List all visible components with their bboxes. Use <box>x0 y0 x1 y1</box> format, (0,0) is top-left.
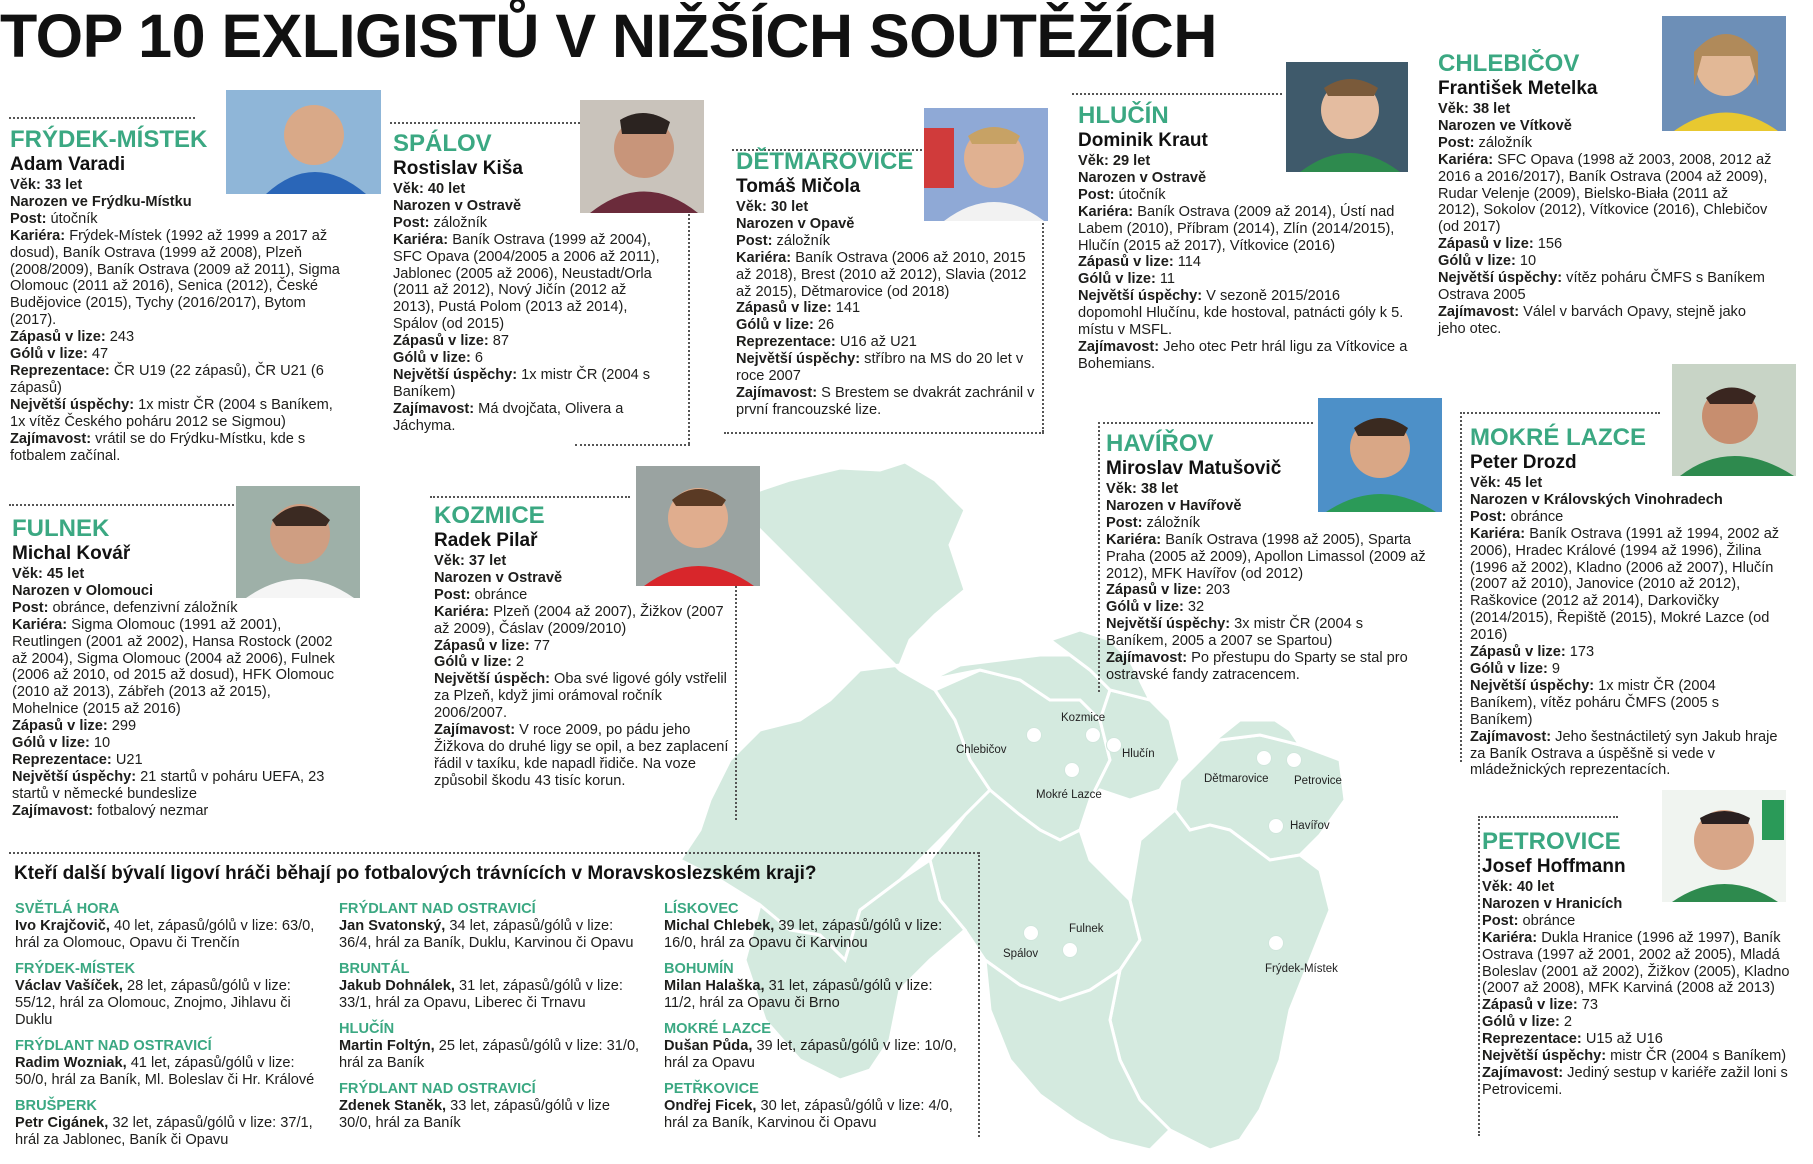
divider-line <box>1042 192 1044 432</box>
card-field: Největší úspěchy: stříbro na MS do 20 let v roce 2007 <box>736 351 1024 385</box>
card-field: Post: útočník <box>10 210 98 227</box>
card-field: Post: obránce <box>434 586 528 603</box>
other-player: Martin Foltýn, 25 let, zápasů/gólů v lize: 31/0, hrál za Baník <box>339 1038 640 1071</box>
card-player-name: Peter Drozd <box>1470 452 1577 473</box>
other-club: MOKRÉ LAZCE <box>664 1021 772 1037</box>
other-club: BRUŠPERK <box>15 1098 97 1114</box>
card-age: Věk: 33 let <box>10 177 83 193</box>
card-field: Největší úspěchy: 1x mistr ČR (2004 Baníkem), vítěz poháru ČMFS (2005 s Baníkem) <box>1470 677 1720 728</box>
card-town: FRÝDEK-MÍSTEK <box>10 126 208 153</box>
card-age: Věk: 40 let <box>393 181 466 197</box>
card-field: Post: záložník <box>1106 514 1201 531</box>
map-label-spalov: Spálov <box>1003 948 1039 960</box>
other-club: FRÝDLANT NAD OSTRAVICÍ <box>339 901 536 917</box>
card-player-name: Dominik Kraut <box>1078 130 1208 151</box>
card-town: PETROVICE <box>1482 828 1621 855</box>
player-card-hlucin <box>1078 100 1408 373</box>
card-town: DĚTMAROVICE <box>736 148 914 175</box>
card-born: Narozen v Olomouci <box>12 582 154 599</box>
card-field: Zápasů v lize: 173 <box>1470 644 1595 661</box>
card-field: Největší úspěchy: 1x mistr ČR (2004 s Baníkem) <box>393 366 651 400</box>
map-district-frydek <box>1110 810 1330 1150</box>
card-born: Narozen v Opavě <box>736 215 855 232</box>
divider-line <box>724 432 1044 434</box>
divider-line <box>1072 93 1282 95</box>
map-label-kozmice: Kozmice <box>1061 712 1106 724</box>
card-player-name: Miroslav Matušovič <box>1106 458 1282 479</box>
card-field: Největší úspěch: Oba své ligové góly vstřelil za Plzeň, když jimi orámoval ročník 2006/2007. <box>434 671 727 722</box>
card-town: CHLEBIČOV <box>1438 50 1580 77</box>
other-club: FRÝDLANT NAD OSTRAVICÍ <box>339 1081 536 1097</box>
card-player-name: Adam Varadi <box>10 154 126 175</box>
card-field: Největší úspěchy: mistr ČR (2004 s Baníkem) <box>1482 1048 1787 1065</box>
card-age: Věk: 37 let <box>434 553 507 569</box>
card-field: Kariéra: Frýdek-Místek (1992 až 1999 a 2017 až dosud), Baník Ostrava (1999 až 2008), Plzeň (2008/2009), Baník Ostrava (2009 až 2011), Sigma Olomouc (2011 až 2016), Senica (2012), České Budějovice (2015), Tychy (2016/2017), Bytom (2017). <box>10 227 340 329</box>
card-town: KOZMICE <box>434 502 545 529</box>
other-player: Dušan Půda, 39 let, zápasů/gólů v lize: 10/0, hrál za Opavu <box>664 1038 957 1071</box>
card-player-name: Rostislav Kiša <box>393 158 523 179</box>
other-player: Jan Svatonský, 34 let, zápasů/gólů v lize: 36/4, hrál za Baník, Duklu, Karvinou či Opavu <box>339 918 634 951</box>
player-card-havirov <box>1106 428 1428 684</box>
map-label-fulnek: Fulnek <box>1069 923 1104 935</box>
card-field: Zápasů v lize: 87 <box>393 333 509 350</box>
other-club: HLUČÍN <box>339 1021 395 1037</box>
map-label-chlebicov: Chlebičov <box>956 744 1007 756</box>
player-card-frydek-mistek <box>10 124 350 464</box>
map-label-hlucin: Hlučín <box>1122 748 1155 760</box>
card-field: Gólů v lize: 26 <box>736 317 835 334</box>
card-field: Gólů v lize: 9 <box>1470 660 1561 677</box>
card-age: Věk: 38 let <box>1438 101 1511 117</box>
map-dot-fulnek <box>1062 942 1078 958</box>
card-town: MOKRÉ LAZCE <box>1470 424 1646 451</box>
divider-line <box>1460 412 1660 414</box>
card-player-name: Tomáš Mičola <box>736 176 861 197</box>
page-title: TOP 10 EXLIGISTŮ V NIŽŠÍCH SOUTĚŽÍCH <box>0 2 1217 70</box>
card-field: Zajímavost: Jeho otec Petr hrál ligu za Vítkovice a Bohemians. <box>1078 338 1408 372</box>
card-town: FULNEK <box>12 515 110 542</box>
other-player: Radim Wozniak, 41 let, zápasů/gólů v lize: 50/0, hrál za Baník, Ml. Boleslav či Hr. Králové <box>15 1055 315 1088</box>
card-player-name: Josef Hoffmann <box>1482 856 1626 877</box>
divider-line <box>575 444 690 446</box>
card-field: Reprezentace: U15 až U16 <box>1482 1031 1663 1048</box>
other-club: SVĚTLÁ HORA <box>15 901 120 917</box>
divider-line <box>1098 422 1313 424</box>
card-field: Zápasů v lize: 243 <box>10 329 135 346</box>
card-age: Věk: 38 let <box>1106 481 1179 497</box>
card-field: Zajímavost: Jediný sestup v kariéře zažil loni s Petrovicemi. <box>1482 1064 1788 1098</box>
map-label-frydek-mistek: Frýdek-Místek <box>1265 963 1338 975</box>
card-field: Kariéra: Baník Ostrava (1991 až 1994, 2002 až 2006), Hradec Králové (1994 až 1996), Žilina (1996 až 2002), Kladno (2006 až 2007), Hlučín (2007 až 2010), Janovice (2010 až 2012), Raškovice (2012 až 2014), Darkovičky (2014/2015), Řepiště (2015), Mokré Lazce (od 2016) <box>1470 525 1780 644</box>
card-field: Kariéra: Sigma Olomouc (1991 až 2001), Reutlingen (2001 až 2002), Hansa Rostock (2002 až 2004), Sigma Olomouc (2004 až 2006), Fulnek (2006 až 2010, od 2015 až dosud), HFK Olomouc (2010 až 2013), Zábřeh (2013 až 2015), Mohelnice (2015 až 2016) <box>12 616 335 718</box>
divider-line <box>430 496 630 498</box>
other-players-column <box>339 900 644 1132</box>
other-club: LÍSKOVEC <box>664 901 739 917</box>
divider-line <box>1478 816 1618 818</box>
player-card-chlebicov <box>1438 48 1773 338</box>
card-age: Věk: 40 let <box>1482 879 1555 895</box>
divider-line <box>735 555 737 820</box>
other-player: Jakub Dohnálek, 31 let, zápasů/gólů v lize: 33/1, hrál za Opavu, Liberec či Trnavu <box>339 978 623 1011</box>
divider-line <box>1098 422 1100 692</box>
player-card-kozmice <box>434 500 729 790</box>
divider-line <box>390 122 580 124</box>
card-player-name: Radek Pilař <box>434 530 538 551</box>
card-field: Zápasů v lize: 156 <box>1438 236 1563 253</box>
card-field: Gólů v lize: 2 <box>1482 1014 1573 1031</box>
divider-line <box>978 852 980 1137</box>
other-club: PETŘKOVICE <box>664 1081 759 1097</box>
card-field: Zajímavost: V roce 2009, po pádu jeho Žižkova do druhé ligy se opil, a bez zaplacení řádil v taxíku, kde napadl řidiče. Na voze způsobil škodu 43 tisíc korun. <box>434 722 729 789</box>
other-club: BOHUMÍN <box>664 961 734 977</box>
card-field: Post: záložník <box>393 214 488 231</box>
card-field: Kariéra: Dukla Hranice (1996 až 1997), Baník Ostrava (1997 až 2001, 2002 až 2005), Mladá Boleslav (2001 až 2002), Žižkov (2005), Kladno (2007 až 2008), MFK Karviná (2008 až 2013) <box>1482 929 1790 997</box>
card-town: SPÁLOV <box>393 130 492 157</box>
card-field: Reprezentace: ČR U19 (22 zápasů), ČR U21 (6 zápasů) <box>10 362 324 396</box>
other-club: FRÝDLANT NAD OSTRAVICÍ <box>15 1038 212 1054</box>
card-field: Reprezentace: U16 až U21 <box>736 334 917 351</box>
card-born: Narozen ve Vítkově <box>1438 117 1572 134</box>
other-player: Petr Cigánek, 32 let, zápasů/gólů v lize: 37/1, hrál za Jablonec, Baník či Opavu <box>15 1115 313 1148</box>
other-players-column <box>664 900 964 1132</box>
divider-line <box>9 504 234 506</box>
card-field: Zajímavost: Jeho šestnáctiletý syn Jakub hraje za Baník Ostrava a úspěšně si vede v mládežnických reprezentacích. <box>1470 728 1778 779</box>
card-field: Zápasů v lize: 73 <box>1482 997 1598 1014</box>
card-born: Narozen v Ostravě <box>393 197 522 214</box>
card-field: Největší úspěchy: 21 startů v poháru UEFA, 23 startů v německé bundeslize <box>12 768 325 802</box>
card-field: Zajímavost: Válel v barvách Opavy, stejně jako jeho otec. <box>1438 303 1746 337</box>
divider-line <box>1460 412 1462 762</box>
card-field: Zápasů v lize: 77 <box>434 637 550 654</box>
card-field: Gólů v lize: 6 <box>393 350 484 367</box>
card-field: Největší úspěchy: V sezoně 2015/2016 dopomohl Hlučínu, kde hostoval, patnácti góly k 5. místu v MSFL. <box>1078 288 1404 339</box>
map-dot-havirov <box>1268 818 1284 834</box>
card-age: Věk: 29 let <box>1078 153 1151 169</box>
divider-line <box>1478 816 1480 1136</box>
card-town: HAVÍŘOV <box>1106 430 1214 457</box>
card-field: Zajímavost: Po přestupu do Sparty se stal pro ostravské fandy zatracencem. <box>1106 650 1408 683</box>
other-player: Zdenek Staněk, 33 let, zápasů/gólů v lize 30/0, hrál za Baník <box>339 1098 610 1131</box>
player-card-fulnek <box>12 513 337 820</box>
card-field: Největší úspěchy: 1x mistr ČR (2004 s Baníkem, 1x vítěz Českého poháru 2012 se Sigmou) <box>10 396 333 430</box>
card-born: Narozen v Královských Vinohradech <box>1470 491 1723 508</box>
card-field: Post: útočník <box>1078 186 1166 203</box>
other-player: Milan Halaška, 31 let, zápasů/gólů v lize: 11/2, hrál za Opavu či Brno <box>664 978 933 1011</box>
card-field: Gólů v lize: 11 <box>1078 271 1176 288</box>
other-player: Václav Vašíček, 28 let, zápasů/gólů v lize: 55/12, hrál za Olomouc, Znojmo, Jihlavu či Duklu <box>15 978 291 1028</box>
card-player-name: František Metelka <box>1438 78 1598 99</box>
other-club: BRUNTÁL <box>339 961 410 977</box>
other-players-column <box>15 900 320 1149</box>
map-dot-petrovice <box>1286 752 1302 768</box>
card-field: Zajímavost: Má dvojčata, Olivera a Jáchyma. <box>393 400 624 434</box>
other-player: Michal Chlebek, 39 let, zápasů/gólů v lize: 16/0, hrál za Opavu či Karvinou <box>664 918 943 951</box>
card-field: Post: obránce <box>1482 912 1576 929</box>
card-field: Zápasů v lize: 299 <box>12 718 137 735</box>
card-field: Zajímavost: S Brestem se dvakrát zachránil v první francouzské lize. <box>736 384 1035 418</box>
card-age: Věk: 45 let <box>12 566 85 582</box>
card-field: Reprezentace: U21 <box>12 751 143 768</box>
map-dot-mokre-lazce <box>1064 762 1080 778</box>
card-field: Zajímavost: fotbalový nezmar <box>12 802 209 819</box>
map-label-havirov: Havířov <box>1290 820 1330 832</box>
map-dot-spalov <box>1023 925 1039 941</box>
card-field: Gólů v lize: 2 <box>434 654 525 671</box>
card-field: Gólů v lize: 10 <box>1438 253 1537 270</box>
other-player: Ondřej Ficek, 30 let, zápasů/gólů v lize: 4/0, hrál za Baník, Karvinou či Opavu <box>664 1098 953 1131</box>
map-label-petrovice: Petrovice <box>1294 775 1342 787</box>
map-dot-frydek-mistek <box>1268 935 1284 951</box>
player-card-detmarovice <box>736 146 1036 419</box>
card-town: HLUČÍN <box>1078 102 1169 129</box>
card-field: Kariéra: Baník Ostrava (2006 až 2010, 2015 až 2018), Brest (2010 až 2012), Slavia (2012 až 2015), Dětmarovice (od 2018) <box>736 249 1027 300</box>
card-field: Kariéra: SFC Opava (1998 až 2003, 2008, 2012 až 2016 a 2016/2017), Baník Ostrava (2004 až 2009), Rudar Velenje (2009), Bielsko-Biała (2011 až 2012), Sokolov (2012), Vítkovice (2016), Chlebičov (od 2017) <box>1438 151 1772 236</box>
card-field: Největší úspěchy: 3x mistr ČR (2004 s Baníkem, 2005 a 2007 se Spartou) <box>1106 616 1364 650</box>
card-field: Post: obránce, defenzivní záložník <box>12 599 238 616</box>
card-field: Největší úspěchy: vítěz poháru ČMFS s Baníkem Ostrava 2005 <box>1438 270 1765 303</box>
player-card-spalov <box>393 128 663 435</box>
card-born: Narozen ve Frýdku-Místku <box>10 193 192 210</box>
divider-line <box>9 852 979 854</box>
card-field: Post: záložník <box>736 232 831 249</box>
player-card-mokre-lazce <box>1470 422 1780 779</box>
card-age: Věk: 45 let <box>1470 475 1543 491</box>
card-player-name: Michal Kovář <box>12 543 131 564</box>
card-born: Narozen v Ostravě <box>434 569 563 586</box>
card-born: Narozen v Hranicích <box>1482 895 1623 912</box>
card-born: Narozen v Ostravě <box>1078 169 1207 186</box>
card-field: Zajímavost: vrátil se do Frýdku-Místku, kde s fotbalem začínal. <box>10 430 306 464</box>
card-field: Kariéra: Baník Ostrava (2009 až 2014), Ústí nad Labem (2010), Příbram (2014), Zlín (2014/2015), Hlučín (2015 až 2017), Vítkovice (2016) <box>1078 203 1395 254</box>
card-field: Gólů v lize: 47 <box>10 346 109 363</box>
card-age: Věk: 30 let <box>736 199 809 215</box>
card-field: Post: obránce <box>1470 508 1564 525</box>
map-label-mokre-lazce: Mokré Lazce <box>1036 789 1102 801</box>
map-dot-kozmice <box>1085 727 1101 743</box>
card-field: Kariéra: Plzeň (2004 až 2007), Žižkov (2007 až 2009), Čáslav (2009/2010) <box>434 603 724 637</box>
card-field: Kariéra: Baník Ostrava (1998 až 2005), Sparta Praha (2005 až 2009), Apollon Limassol (2009 až 2012), MFK Havířov (od 2012) <box>1106 531 1426 582</box>
card-field: Post: záložník <box>1438 134 1533 151</box>
divider-line <box>9 117 195 119</box>
other-player: Ivo Krajčovič, 40 let, zápasů/gólů v lize: 63/0, hrál za Olomouc, Opavu či Trenčín <box>15 918 315 951</box>
map-label-detmarovice: Dětmarovice <box>1204 773 1269 785</box>
other-players-heading: Kteří další bývalí ligoví hráči běhají po fotbalových trávnících v Moravskoslezském kraji? <box>14 863 817 884</box>
card-field: Gólů v lize: 32 <box>1106 599 1205 616</box>
card-field: Zápasů v lize: 141 <box>736 300 861 317</box>
card-field: Zápasů v lize: 114 <box>1078 254 1202 271</box>
player-card-petrovice <box>1482 826 1792 1099</box>
card-born: Narozen v Havířově <box>1106 497 1242 514</box>
other-club: FRÝDEK-MÍSTEK <box>15 961 135 977</box>
map-dot-chlebicov <box>1026 727 1042 743</box>
card-field: Zápasů v lize: 203 <box>1106 582 1231 599</box>
card-field: Kariéra: Baník Ostrava (1999 až 2004), SFC Opava (2004/2005 a 2006 až 2011), Jablonec (2005 až 2006), Neustadt/Orla (2011 až 2012), Nový Jičín (2012 až 2013), Pustá Polom (2013 až 2014), Spálov (od 2015) <box>393 231 660 333</box>
map-dot-detmarovice <box>1256 750 1272 766</box>
card-field: Gólů v lize: 10 <box>12 735 111 752</box>
map-dot-hlucin <box>1106 737 1122 753</box>
